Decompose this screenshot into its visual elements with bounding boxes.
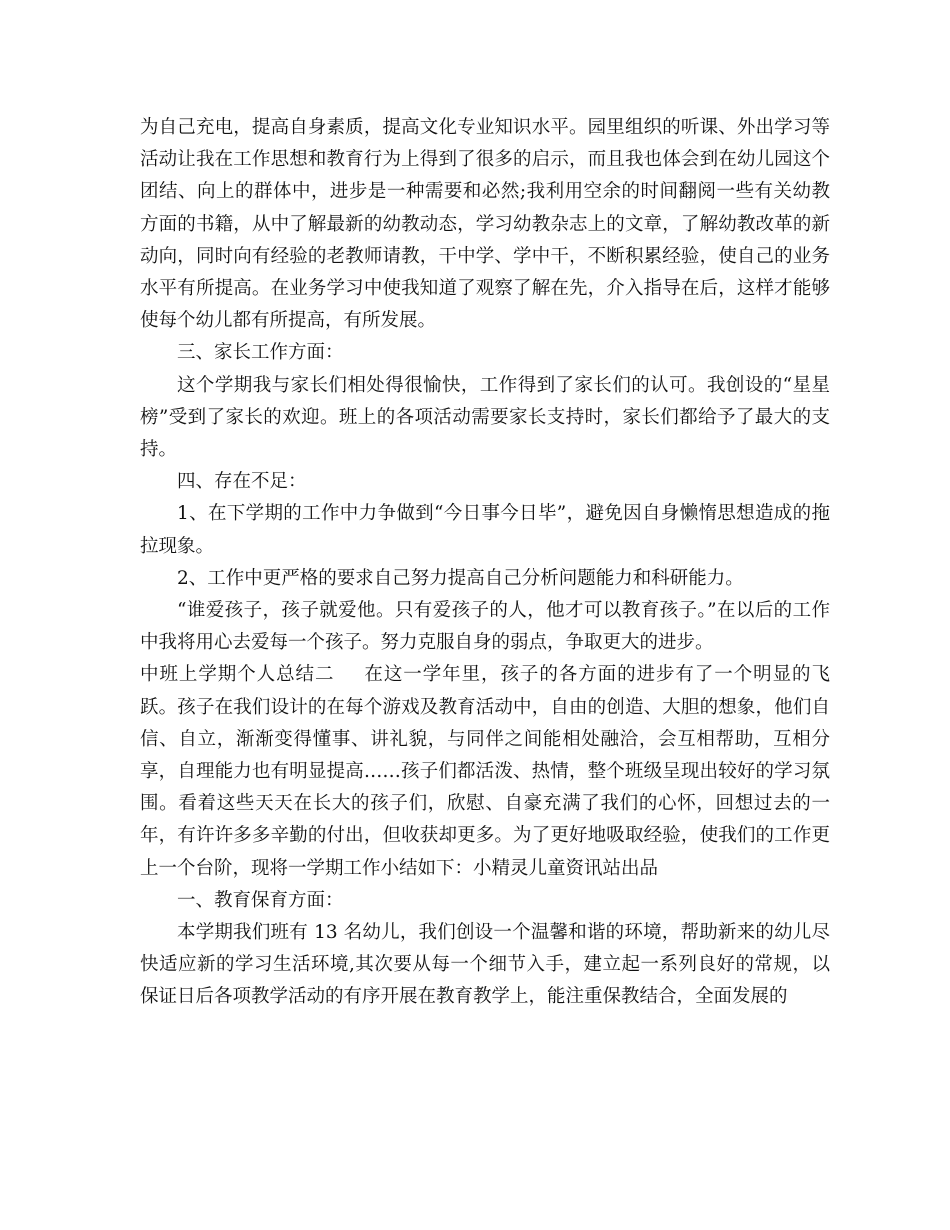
summary-two-text: 在这一学年里，孩子的各方面的进步有了一个明显的飞跃。孩子在我们设计的在每个游戏及教育活动中，自由的创造、大胆的想象，他们自信、自立，渐渐变得懂事、讲礼貌，与同伴之间能相处融洽，会互相帮助，互相分享，自理能力也有明显提高……孩子们都活泼、热情，整个班级呈现出较好的学习氛围。看着这些天天在长大的孩子们，欣慰、自豪充满了我们的心怀，回想过去的一年，有许许多多辛勤的付出，但收获却更多。为了更好地吸取经验，使我们的工作更上一个台阶，现将一学期工作小结如下：小精灵儿童资讯站出品 (140, 664, 830, 879)
document-body (140, 112, 830, 1014)
paragraph-quote: “谁爱孩子，孩子就爱他。只有爱孩子的人，他才可以教育孩子。”在以后的工作中我将用心去爱每一个孩子。努力克服自身的弱点，争取更大的进步。 (140, 600, 830, 654)
paragraph-shortcoming-2: 2、工作中更严格的要求自己努力提高自己分析问题能力和科研能力。 (177, 567, 744, 589)
section-heading-shortcomings: 四、存在不足： (177, 471, 307, 493)
paragraph-education: 本学期我们班有 13 名幼儿，我们创设一个温馨和谐的环境，帮助新来的幼儿尽快适应新的学习生活环境,其次要从每一个细节入手，建立起一系列良好的常规，以保证日后各项教学活动的有序开展在教育教学上，能注重保教结合，全面发展的 (140, 922, 830, 1008)
paragraph-study: 为自己充电，提高自身素质，提高文化专业知识水平。园里组织的听课、外出学习等活动让我在工作思想和教育行为上得到了很多的启示，而且我也体会到在幼儿园这个团结、向上的群体中，进步是一种需要和必然;我利用空余的时间翻阅一些有关幼教方面的书籍，从中了解最新的幼教动态，学习幼教杂志上的文章，了解幼教改革的新动向，同时向有经验的老教师请教，干中学、学中干，不断积累经验，使自己的业务水平有所提高。在业务学习中使我知道了观察了解在先，介入指导在后，这样才能够使每个幼儿都有所提高，有所发展。 (140, 117, 830, 332)
paragraph-summary-two (140, 659, 830, 884)
section-heading-parents: 三、家长工作方面： (177, 342, 344, 364)
summary-two-title: 中班上学期个人总结二 (140, 664, 335, 686)
paragraph-parents: 这个学期我与家长们相处得很愉快，工作得到了家长们的认可。我创设的“星星榜”受到了家长的欢迎。班上的各项活动需要家长支持时，家长们都给予了最大的支持。 (140, 374, 830, 461)
paragraph-shortcoming-1: 1、在下学期的工作中力争做到“今日事今日毕”，避免因自身懒惰思想造成的拖拉现象。 (140, 503, 830, 557)
section-heading-education: 一、教育保育方面： (177, 889, 344, 911)
